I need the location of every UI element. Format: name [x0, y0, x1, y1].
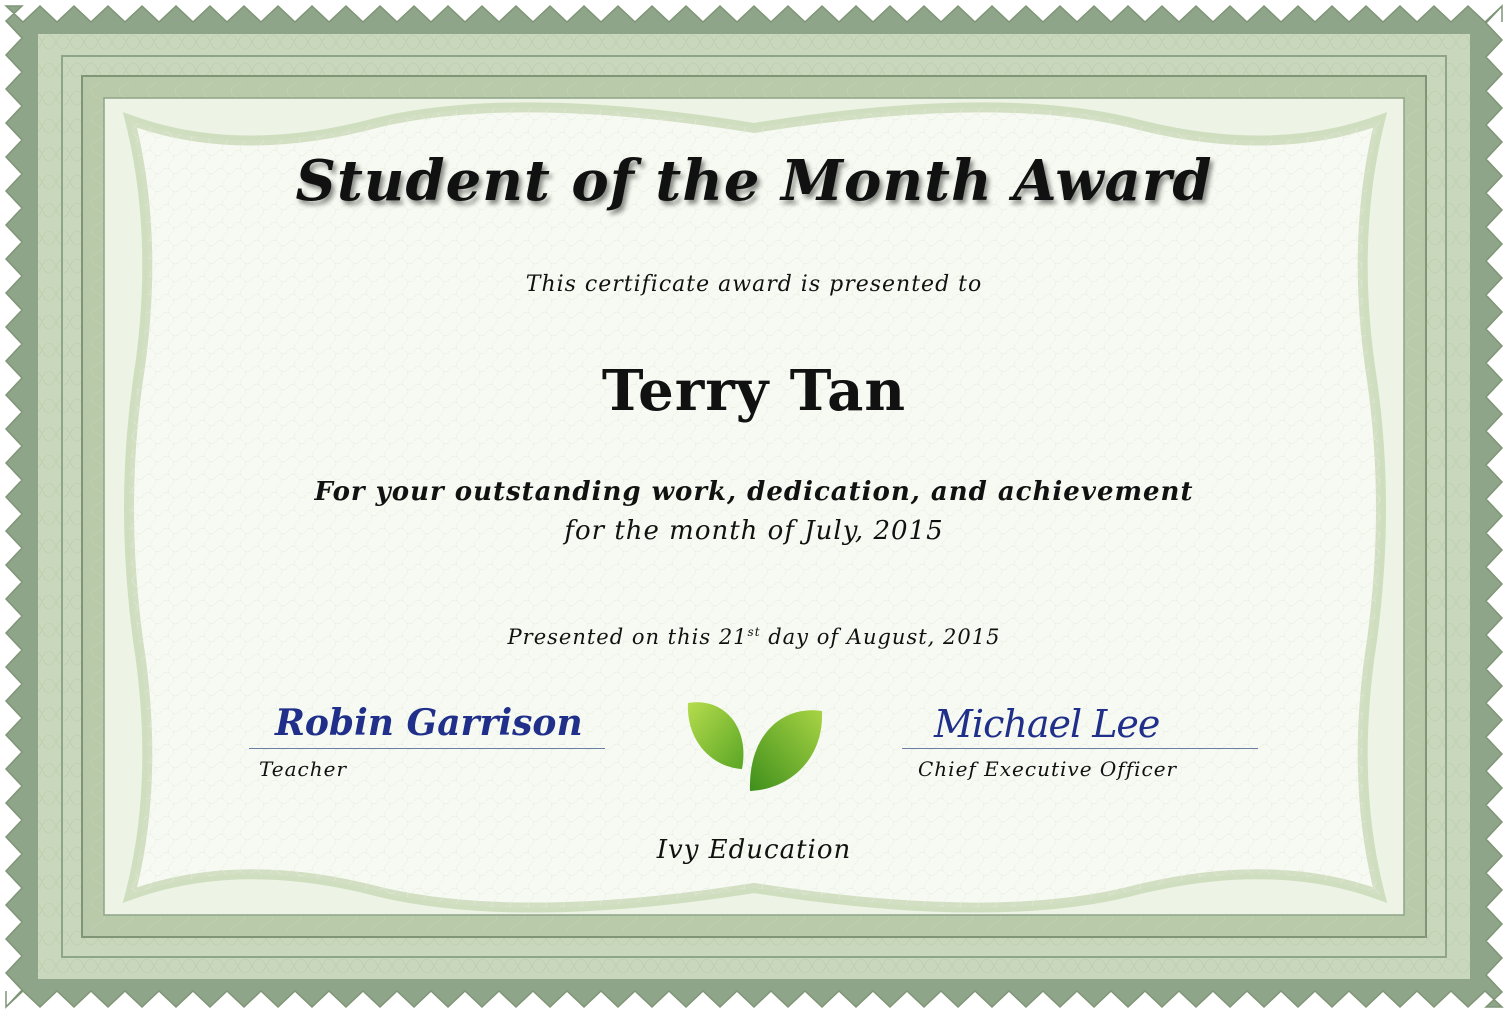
presentation-date: [0, 625, 1508, 649]
presented-rest: day of August, 2015: [760, 625, 1001, 649]
signature-michael-lee: Michael Lee: [934, 702, 1160, 746]
presentation-subtitle: This certificate award is presented to: [525, 272, 983, 297]
signature-role-ceo: Chief Executive Officer: [918, 757, 1178, 781]
signature-role-teacher: Teacher: [259, 757, 348, 781]
signature-line: [249, 748, 605, 749]
signature-block-ceo: [902, 698, 1258, 781]
recipient-name: Terry Tan: [601, 358, 907, 424]
signature-robin-garrison: Robin Garrison: [275, 702, 583, 744]
certificate-title: Student of the Month Award: [295, 148, 1213, 214]
organization-name: Ivy Education: [656, 835, 852, 865]
signature-block-teacher: [249, 698, 605, 781]
award-reason-line2: for the month of July, 2015: [564, 516, 944, 546]
award-reason-line1: For your outstanding work, dedication, and achievement: [314, 477, 1194, 507]
signature-line: [902, 748, 1258, 749]
presented-prefix: Presented on this 21: [507, 625, 748, 649]
two-leaves-logo-icon: [684, 697, 826, 795]
date-ordinal-suffix: st: [747, 625, 761, 639]
